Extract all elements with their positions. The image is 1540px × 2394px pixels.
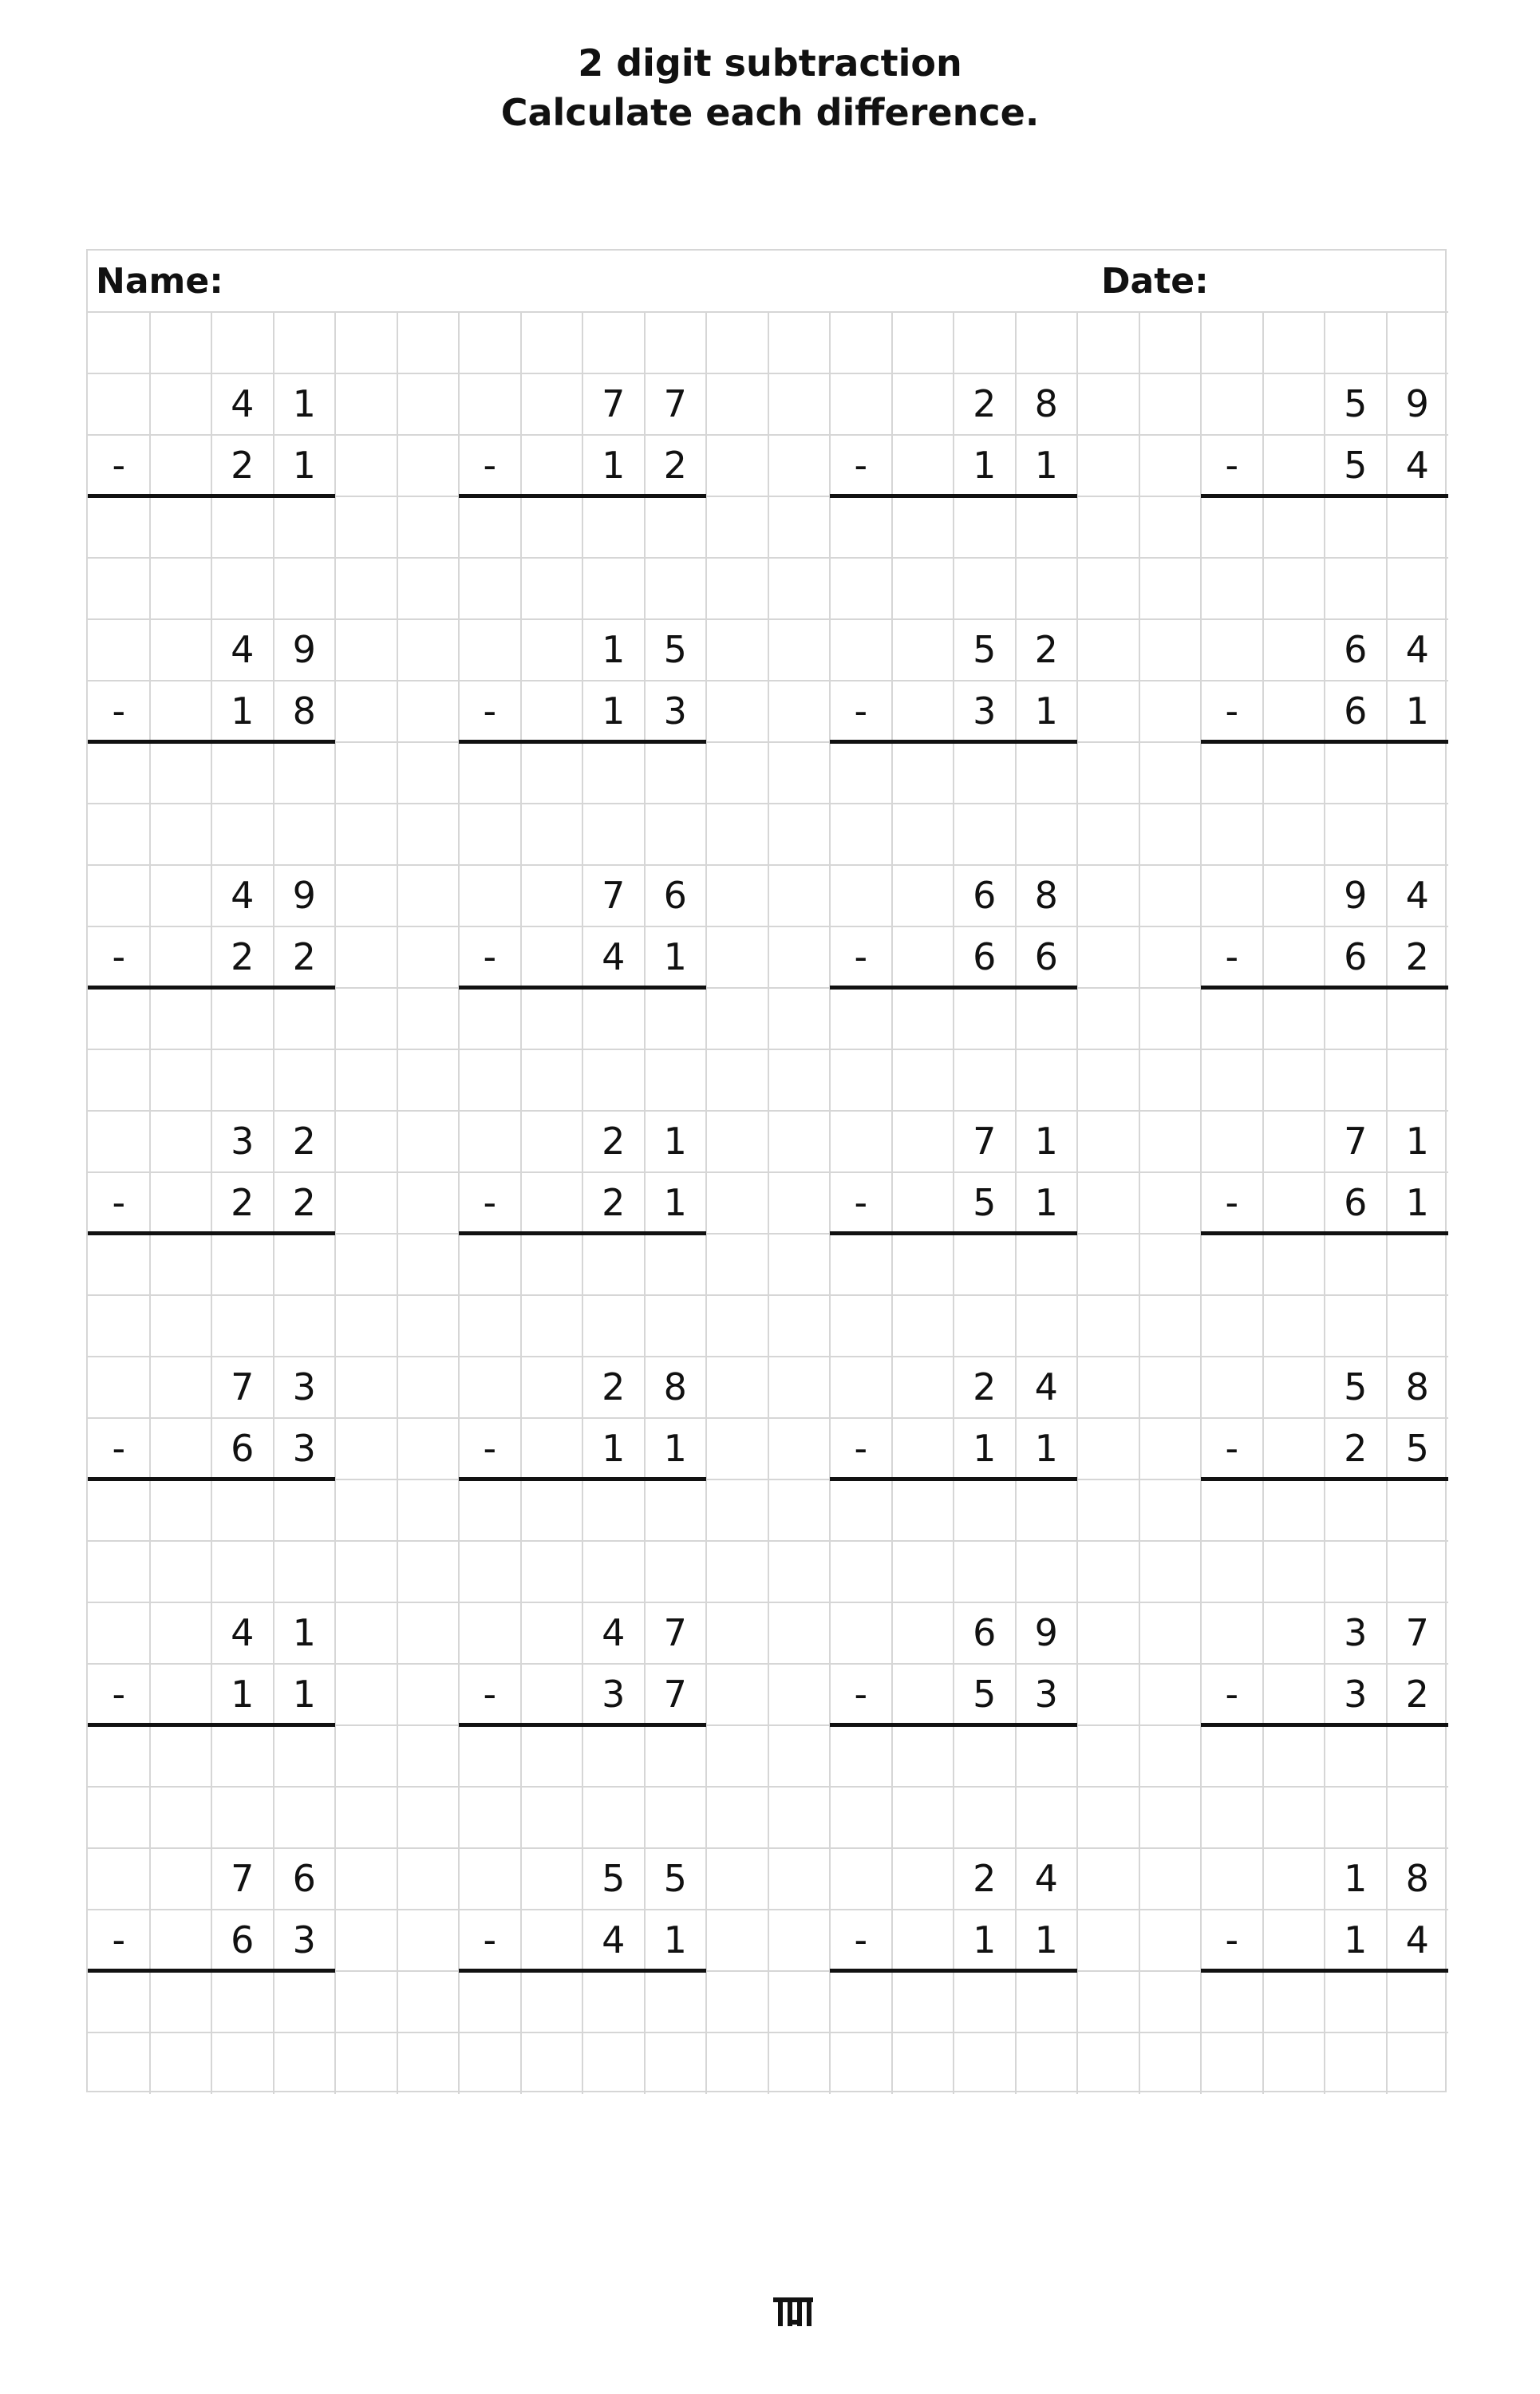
- answer-line: [830, 1231, 1077, 1235]
- minuend-tens-digit: 4: [231, 382, 255, 425]
- answer-line: [88, 740, 335, 744]
- minuend-ones-digit: 2: [1034, 628, 1058, 671]
- minuend-tens-digit: 2: [973, 382, 997, 425]
- minuend-ones-digit: 9: [292, 874, 316, 917]
- answer-line: [459, 1969, 706, 1973]
- minus-sign: -: [1225, 1427, 1239, 1470]
- subtrahend-tens-digit: 3: [973, 689, 997, 733]
- subtrahend-ones-digit: 2: [1405, 1673, 1429, 1716]
- worksheet-title: 2 digit subtraction: [578, 41, 962, 85]
- subtrahend-tens-digit: 1: [1344, 1918, 1368, 1961]
- minus-sign: -: [112, 1427, 126, 1470]
- subtrahend-ones-digit: 1: [1405, 1181, 1429, 1224]
- subtrahend-ones-digit: 8: [292, 689, 316, 733]
- grid-line: [768, 312, 769, 2094]
- minus-sign: -: [483, 1673, 497, 1716]
- minuend-tens-digit: 2: [973, 1857, 997, 1900]
- subtrahend-tens-digit: 1: [602, 1427, 626, 1470]
- minuend-ones-digit: 6: [292, 1857, 316, 1900]
- minus-sign: -: [112, 1181, 126, 1224]
- subtrahend-ones-digit: 1: [1034, 689, 1058, 733]
- name-label: Name:: [96, 261, 223, 302]
- subtrahend-tens-digit: 2: [602, 1181, 626, 1224]
- subtrahend-ones-digit: 4: [1405, 1918, 1429, 1961]
- minuend-ones-digit: 4: [1405, 874, 1429, 917]
- answer-line: [830, 1969, 1077, 1973]
- minuend-ones-digit: 8: [1405, 1365, 1429, 1408]
- minuend-tens-digit: 6: [973, 874, 997, 917]
- minuend-tens-digit: 7: [602, 382, 626, 425]
- minuend-tens-digit: 1: [602, 628, 626, 671]
- subtrahend-tens-digit: 6: [231, 1427, 255, 1470]
- answer-line: [88, 1723, 335, 1727]
- answer-line: [830, 494, 1077, 498]
- minuend-ones-digit: 9: [1034, 1611, 1058, 1654]
- subtrahend-ones-digit: 1: [292, 444, 316, 487]
- minuend-tens-digit: 5: [602, 1857, 626, 1900]
- subtrahend-tens-digit: 3: [602, 1673, 626, 1716]
- answer-line: [88, 1969, 335, 1973]
- minuend-ones-digit: 8: [1405, 1857, 1429, 1900]
- minus-sign: -: [1225, 1181, 1239, 1224]
- subtrahend-ones-digit: 2: [1405, 935, 1429, 978]
- minus-sign: -: [854, 935, 868, 978]
- minuend-tens-digit: 7: [973, 1120, 997, 1163]
- minus-sign: -: [854, 1918, 868, 1961]
- minuend-ones-digit: 5: [663, 628, 687, 671]
- subtrahend-tens-digit: 6: [1344, 935, 1368, 978]
- subtrahend-tens-digit: 6: [973, 935, 997, 978]
- minuend-ones-digit: 1: [292, 1611, 316, 1654]
- minuend-ones-digit: 1: [663, 1120, 687, 1163]
- answer-line: [88, 1477, 335, 1481]
- answer-line: [88, 494, 335, 498]
- subtrahend-tens-digit: 2: [1344, 1427, 1368, 1470]
- answer-line: [1201, 494, 1448, 498]
- subtrahend-ones-digit: 1: [1034, 1918, 1058, 1961]
- answer-line: [88, 986, 335, 990]
- minuend-tens-digit: 7: [602, 874, 626, 917]
- minuend-tens-digit: 4: [231, 628, 255, 671]
- minuend-tens-digit: 3: [1344, 1611, 1368, 1654]
- minuend-ones-digit: 7: [663, 382, 687, 425]
- answer-line: [459, 740, 706, 744]
- minuend-tens-digit: 9: [1344, 874, 1368, 917]
- subtrahend-ones-digit: 4: [1405, 444, 1429, 487]
- subtrahend-tens-digit: 1: [602, 689, 626, 733]
- minus-sign: -: [1225, 444, 1239, 487]
- subtrahend-tens-digit: 2: [231, 935, 255, 978]
- minus-sign: -: [483, 1427, 497, 1470]
- minus-sign: -: [854, 1181, 868, 1224]
- minuend-ones-digit: 8: [663, 1365, 687, 1408]
- minus-sign: -: [1225, 935, 1239, 978]
- minuend-ones-digit: 8: [1034, 874, 1058, 917]
- minuend-tens-digit: 7: [231, 1365, 255, 1408]
- minus-sign: -: [112, 444, 126, 487]
- subtrahend-tens-digit: 3: [1344, 1673, 1368, 1716]
- minus-sign: -: [854, 1673, 868, 1716]
- answer-line: [459, 986, 706, 990]
- subtrahend-ones-digit: 1: [1034, 1181, 1058, 1224]
- minus-sign: -: [483, 1918, 497, 1961]
- subtrahend-tens-digit: 6: [1344, 1181, 1368, 1224]
- minuend-tens-digit: 6: [1344, 628, 1368, 671]
- answer-line: [830, 740, 1077, 744]
- answer-line: [459, 494, 706, 498]
- subtrahend-ones-digit: 5: [1405, 1427, 1429, 1470]
- minuend-tens-digit: 2: [973, 1365, 997, 1408]
- subtrahend-ones-digit: 1: [1405, 689, 1429, 733]
- answer-line: [1201, 1231, 1448, 1235]
- grid-line: [397, 312, 398, 2094]
- minuend-ones-digit: 1: [1034, 1120, 1058, 1163]
- subtrahend-tens-digit: 2: [231, 1181, 255, 1224]
- subtrahend-ones-digit: 3: [292, 1918, 316, 1961]
- subtrahend-ones-digit: 2: [663, 444, 687, 487]
- minus-sign: -: [854, 444, 868, 487]
- subtrahend-ones-digit: 3: [292, 1427, 316, 1470]
- subtrahend-tens-digit: 1: [973, 1918, 997, 1961]
- minus-sign: -: [112, 935, 126, 978]
- subtrahend-ones-digit: 1: [1034, 444, 1058, 487]
- minuend-tens-digit: 4: [231, 1611, 255, 1654]
- subtrahend-ones-digit: 1: [663, 1427, 687, 1470]
- minuend-ones-digit: 4: [1405, 628, 1429, 671]
- minuend-ones-digit: 6: [663, 874, 687, 917]
- minuend-tens-digit: 6: [973, 1611, 997, 1654]
- minuend-tens-digit: 5: [973, 628, 997, 671]
- minuend-ones-digit: 1: [1405, 1120, 1429, 1163]
- minuend-tens-digit: 5: [1344, 1365, 1368, 1408]
- answer-line: [830, 1477, 1077, 1481]
- minuend-tens-digit: 1: [1344, 1857, 1368, 1900]
- worksheet-instructions: Calculate each difference.: [500, 91, 1040, 134]
- subtrahend-ones-digit: 3: [1034, 1673, 1058, 1716]
- answer-line: [459, 1723, 706, 1727]
- minus-sign: -: [1225, 1673, 1239, 1716]
- date-label: Date:: [1101, 261, 1209, 302]
- subtrahend-tens-digit: 1: [973, 1427, 997, 1470]
- subtrahend-ones-digit: 6: [1034, 935, 1058, 978]
- answer-line: [1201, 1723, 1448, 1727]
- subtrahend-ones-digit: 1: [663, 1918, 687, 1961]
- minus-sign: -: [112, 1673, 126, 1716]
- subtrahend-tens-digit: 4: [602, 935, 626, 978]
- minus-sign: -: [1225, 689, 1239, 733]
- minuend-tens-digit: 2: [602, 1120, 626, 1163]
- minuend-ones-digit: 4: [1034, 1365, 1058, 1408]
- minus-sign: -: [112, 1918, 126, 1961]
- minus-sign: -: [483, 689, 497, 733]
- subtrahend-tens-digit: 1: [602, 444, 626, 487]
- answer-line: [1201, 1969, 1448, 1973]
- minus-sign: -: [1225, 1918, 1239, 1961]
- minuend-ones-digit: 7: [1405, 1611, 1429, 1654]
- minus-sign: -: [483, 444, 497, 487]
- minuend-tens-digit: 4: [231, 874, 255, 917]
- minuend-tens-digit: 3: [231, 1120, 255, 1163]
- subtrahend-tens-digit: 1: [231, 1673, 255, 1716]
- answer-line: [830, 1723, 1077, 1727]
- subtrahend-tens-digit: 5: [973, 1181, 997, 1224]
- minuend-tens-digit: 7: [1344, 1120, 1368, 1163]
- minus-sign: -: [483, 935, 497, 978]
- answer-line: [459, 1477, 706, 1481]
- minuend-tens-digit: 4: [602, 1611, 626, 1654]
- worksheet-grid: [86, 249, 1447, 2092]
- subtrahend-tens-digit: 1: [231, 689, 255, 733]
- subtrahend-ones-digit: 1: [1034, 1427, 1058, 1470]
- minuend-ones-digit: 2: [292, 1120, 316, 1163]
- answer-line: [1201, 986, 1448, 990]
- subtrahend-ones-digit: 3: [663, 689, 687, 733]
- minuend-tens-digit: 5: [1344, 382, 1368, 425]
- subtrahend-tens-digit: 2: [231, 444, 255, 487]
- subtrahend-tens-digit: 6: [231, 1918, 255, 1961]
- minuend-ones-digit: 4: [1034, 1857, 1058, 1900]
- answer-line: [88, 1231, 335, 1235]
- minuend-tens-digit: 7: [231, 1857, 255, 1900]
- minus-sign: -: [854, 1427, 868, 1470]
- subtrahend-ones-digit: 7: [663, 1673, 687, 1716]
- subtrahend-ones-digit: 1: [292, 1673, 316, 1716]
- answer-line: [830, 986, 1077, 990]
- minuend-ones-digit: 7: [663, 1611, 687, 1654]
- minuend-ones-digit: 5: [663, 1857, 687, 1900]
- subtrahend-tens-digit: 5: [973, 1673, 997, 1716]
- minuend-ones-digit: 9: [292, 628, 316, 671]
- subtrahend-tens-digit: 1: [973, 444, 997, 487]
- answer-line: [1201, 740, 1448, 744]
- minuend-ones-digit: 1: [292, 382, 316, 425]
- subtrahend-ones-digit: 1: [663, 935, 687, 978]
- subtrahend-ones-digit: 2: [292, 1181, 316, 1224]
- minus-sign: -: [483, 1181, 497, 1224]
- minuend-ones-digit: 9: [1405, 382, 1429, 425]
- subtrahend-ones-digit: 2: [292, 935, 316, 978]
- subtrahend-ones-digit: 1: [663, 1181, 687, 1224]
- minuend-ones-digit: 8: [1034, 382, 1058, 425]
- minus-sign: -: [112, 689, 126, 733]
- subtrahend-tens-digit: 4: [602, 1918, 626, 1961]
- answer-line: [1201, 1477, 1448, 1481]
- grid-line: [1139, 312, 1140, 2094]
- minus-sign: -: [854, 689, 868, 733]
- answer-line: [459, 1231, 706, 1235]
- subtrahend-tens-digit: 5: [1344, 444, 1368, 487]
- brand-logo-icon: [772, 2295, 817, 2327]
- subtrahend-tens-digit: 6: [1344, 689, 1368, 733]
- minuend-tens-digit: 2: [602, 1365, 626, 1408]
- minuend-ones-digit: 3: [292, 1365, 316, 1408]
